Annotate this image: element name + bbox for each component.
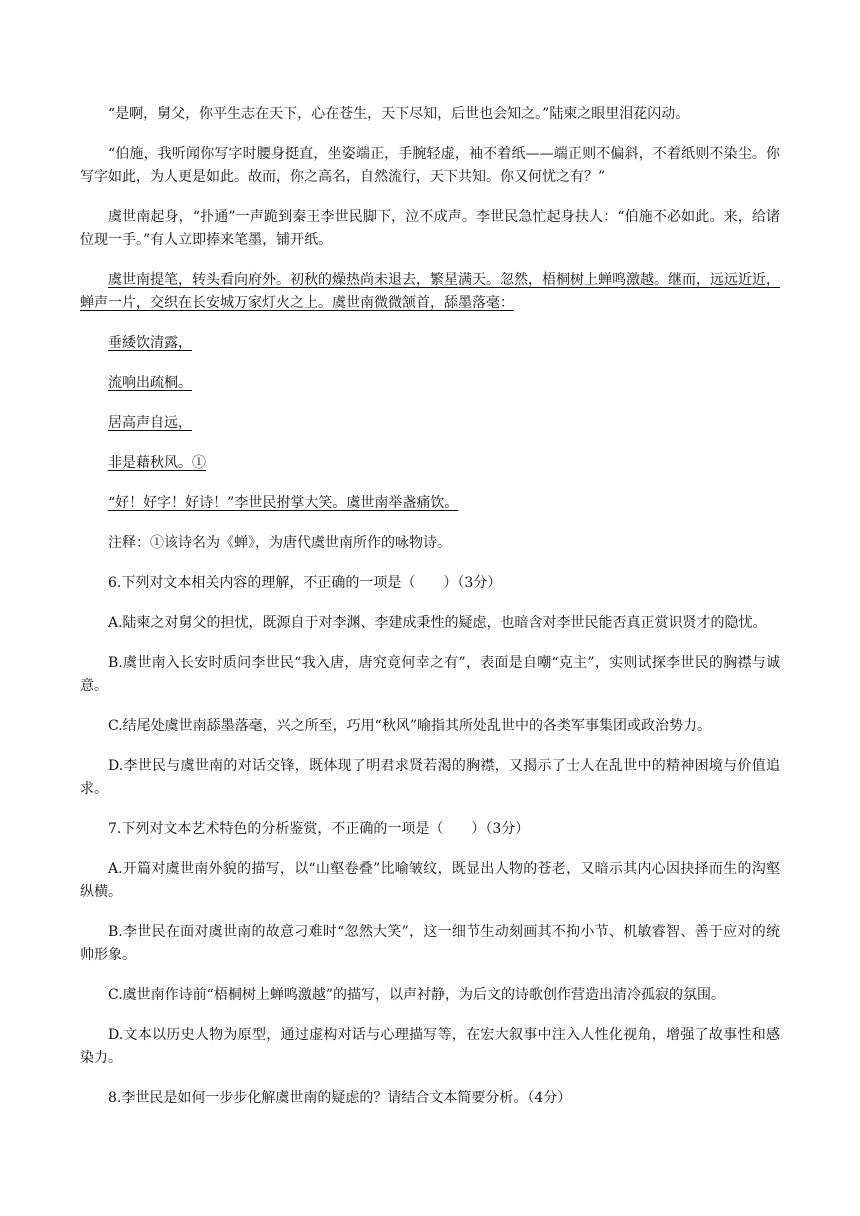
passage-paragraph-2: “伯施，我听闻你写字时腰身挺直，坐姿端正，手腕轻虚，袖不着纸——端正则不偏斜，不着纸则不染尘。你写字如此，为人更是如此。故而，你之高名，自然流行，天下共知。你又何忧之有？” bbox=[80, 146, 780, 185]
poem-line-2 bbox=[80, 372, 780, 395]
poem-line-1 bbox=[80, 332, 780, 355]
passage-paragraph-3: 虞世南起身，“扑通”一声跪到秦王李世民脚下，泣不成声。李世民急忙起身扶人：“伯施不必如此。来，给诸位现一手。”有人立即捧来笔墨，铺开纸。 bbox=[80, 209, 780, 248]
poem-line-4 bbox=[80, 452, 780, 475]
question-8-stem: 8.李世民是如何一步步化解虞世南的疑虑的？请结合文本简要分析。（4分） bbox=[108, 1090, 572, 1106]
question-7-option-b: B.李世民在面对虞世南的故意刁难时“忽然大笑”，这一细节生动刻画其不拘小节、机敏睿智、善于应对的统帅形象。 bbox=[80, 924, 780, 963]
poem-line-text: 非是藉秋风。① bbox=[108, 455, 206, 471]
question-7-option-c: C.虞世南作诗前“梧桐树上蝉鸣激越”的描写，以声衬静，为后文的诗歌创作营造出清冷孤寂的氛围。 bbox=[108, 987, 725, 1003]
question-6-option-a: A.陆柬之对舅父的担忧，既源自于对李渊、李建成秉性的疑虑，也暗含对李世民能否真正赏识贤才的隐忧。 bbox=[108, 615, 767, 631]
passage-paragraph-4 bbox=[80, 269, 780, 315]
poem-line-text: 居高声自远， bbox=[108, 415, 192, 431]
question-6-option-c: C.结尾处虞世南舔墨落毫，兴之所至，巧用“秋风”喻指其所处乱世中的各类军事集团或政治势力。 bbox=[108, 718, 711, 734]
poem-line-text: 流响出疏桐。 bbox=[108, 375, 192, 391]
question-7-option-d: D.文本以历史人物为原型，通过虚构对话与心理描写等，在宏大叙事中注入人性化视角，增强了故事性和感染力。 bbox=[80, 1027, 780, 1066]
question-6-option-d: D.李世民与虞世南的对话交锋，既体现了明君求贤若渴的胸襟，又揭示了士人在乱世中的精神困境与价值追求。 bbox=[80, 758, 780, 797]
question-6-stem: 6.下列对文本相关内容的理解，不正确的一项是（ ）（3分） bbox=[108, 575, 502, 591]
question-7-stem: 7.下列对文本艺术特色的分析鉴赏，不正确的一项是（ ）（3分） bbox=[108, 821, 530, 837]
poem-line-text: 垂緌饮清露， bbox=[108, 335, 192, 351]
annotation-note: 注释：①该诗名为《蝉》，为唐代虞世南所作的咏物诗。 bbox=[108, 535, 451, 551]
document-body bbox=[80, 103, 780, 1127]
passage-paragraph-5 bbox=[80, 492, 780, 515]
underlined-passage: 虞世南提笔，转头看向府外。初秋的燥热尚未退去，繁星满天。忽然，梧桐树上蝉鸣激越。继而，远远近近，蝉声一片，交织在长安城万家灯火之上。虞世南微微颔首，舔墨落毫： bbox=[80, 272, 780, 311]
underlined-passage: “好！好字！好诗！”李世民拊掌大笑。虞世南举盏痛饮。 bbox=[108, 495, 459, 511]
poem-line-3 bbox=[80, 412, 780, 435]
question-6-option-b: B.虞世南入长安时质问李世民“我入唐，唐究竟何幸之有”，表面是自嘲“克主”，实则试探李世民的胸襟与诚意。 bbox=[80, 655, 780, 694]
question-7-option-a: A.开篇对虞世南外貌的描写，以“山壑卷叠”比喻皱纹，既显出人物的苍老，又暗示其内心因抉择而生的沟壑纵横。 bbox=[80, 861, 780, 900]
passage-paragraph-1: “是啊，舅父，你平生志在天下，心在苍生，天下尽知，后世也会知之。”陆柬之眼里泪花闪动。 bbox=[108, 106, 690, 122]
